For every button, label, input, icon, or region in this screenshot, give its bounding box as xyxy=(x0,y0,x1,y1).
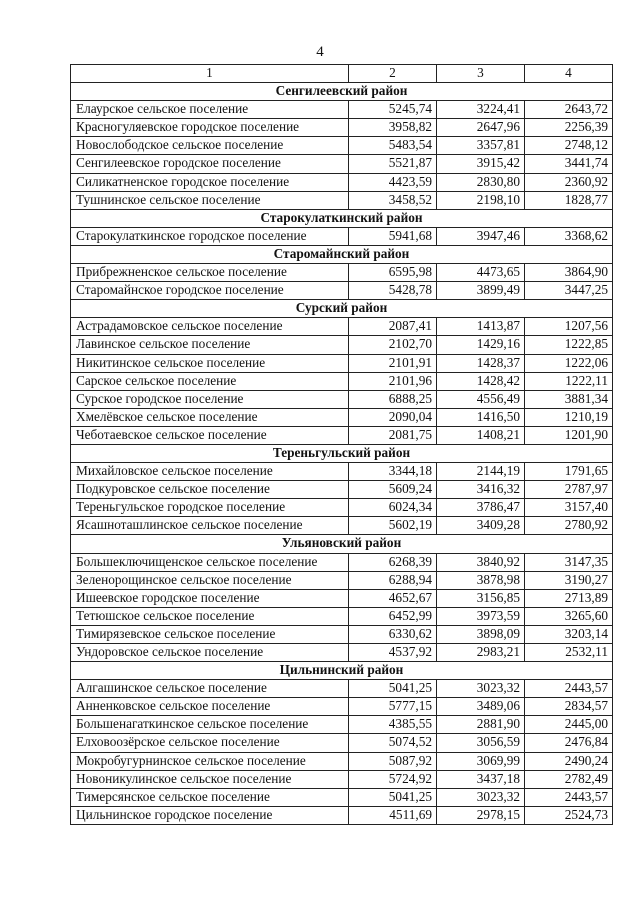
value-col-2: 5724,92 xyxy=(349,770,437,788)
settlement-name: Тетюшское сельское поселение xyxy=(71,607,349,625)
value-col-3: 2881,90 xyxy=(437,716,525,734)
settlement-name: Цильнинское городское поселение xyxy=(71,806,349,824)
value-col-3: 4556,49 xyxy=(437,390,525,408)
value-col-3: 2983,21 xyxy=(437,644,525,662)
value-col-4: 2782,49 xyxy=(525,770,613,788)
value-col-4: 3203,14 xyxy=(525,625,613,643)
settlement-name: Старокулаткинское городское поселение xyxy=(71,227,349,245)
settlement-name: Большеключищенское сельское поселение xyxy=(71,553,349,571)
value-col-3: 3915,42 xyxy=(437,155,525,173)
value-col-2: 4537,92 xyxy=(349,644,437,662)
value-col-3: 2830,80 xyxy=(437,173,525,191)
settlement-name: Старомайнское городское поселение xyxy=(71,282,349,300)
table-row xyxy=(71,625,613,643)
settlements-table xyxy=(70,64,613,825)
value-col-2: 6268,39 xyxy=(349,553,437,571)
settlement-name: Ишеевское городское поселение xyxy=(71,589,349,607)
value-col-2: 5428,78 xyxy=(349,282,437,300)
value-col-4: 2780,92 xyxy=(525,517,613,535)
table-row xyxy=(71,372,613,390)
value-col-4: 2834,57 xyxy=(525,698,613,716)
district-header-row xyxy=(71,209,613,227)
table-header-row xyxy=(71,65,613,83)
value-col-3: 3840,92 xyxy=(437,553,525,571)
value-col-4: 3368,62 xyxy=(525,227,613,245)
table-row xyxy=(71,752,613,770)
value-col-3: 3156,85 xyxy=(437,589,525,607)
value-col-4: 2787,97 xyxy=(525,481,613,499)
settlement-name: Астрадамовское сельское поселение xyxy=(71,318,349,336)
table-row xyxy=(71,644,613,662)
value-col-4: 1210,19 xyxy=(525,408,613,426)
value-col-3: 3069,99 xyxy=(437,752,525,770)
value-col-4: 1828,77 xyxy=(525,191,613,209)
value-col-4: 2476,84 xyxy=(525,734,613,752)
value-col-2: 6330,62 xyxy=(349,625,437,643)
table-row xyxy=(71,336,613,354)
settlement-name: Мокробугурнинское сельское поселение xyxy=(71,752,349,770)
value-col-3: 1416,50 xyxy=(437,408,525,426)
value-col-2: 5602,19 xyxy=(349,517,437,535)
settlement-name: Большенагаткинское сельское поселение xyxy=(71,716,349,734)
table-row xyxy=(71,770,613,788)
table-row xyxy=(71,191,613,209)
value-col-3: 2198,10 xyxy=(437,191,525,209)
value-col-4: 3147,35 xyxy=(525,553,613,571)
table-row xyxy=(71,499,613,517)
settlement-name: Анненковское сельское поселение xyxy=(71,698,349,716)
settlement-name: Ундоровское сельское поселение xyxy=(71,644,349,662)
value-col-3: 3023,32 xyxy=(437,788,525,806)
value-col-3: 1429,16 xyxy=(437,336,525,354)
value-col-2: 5087,92 xyxy=(349,752,437,770)
value-col-2: 5777,15 xyxy=(349,698,437,716)
value-col-3: 2647,96 xyxy=(437,119,525,137)
table-row xyxy=(71,155,613,173)
value-col-4: 3190,27 xyxy=(525,571,613,589)
value-col-2: 5041,25 xyxy=(349,788,437,806)
value-col-2: 5041,25 xyxy=(349,680,437,698)
table-row xyxy=(71,788,613,806)
settlement-name: Красногуляевское городское поселение xyxy=(71,119,349,137)
settlement-name: Никитинское сельское поселение xyxy=(71,354,349,372)
value-col-3: 3878,98 xyxy=(437,571,525,589)
value-col-4: 2643,72 xyxy=(525,101,613,119)
value-col-2: 6024,34 xyxy=(349,499,437,517)
value-col-4: 2445,00 xyxy=(525,716,613,734)
value-col-2: 5074,52 xyxy=(349,734,437,752)
table-row xyxy=(71,390,613,408)
value-col-4: 3864,90 xyxy=(525,264,613,282)
settlement-name: Михайловское сельское поселение xyxy=(71,463,349,481)
settlement-name: Тимерсянское сельское поселение xyxy=(71,788,349,806)
value-col-3: 2978,15 xyxy=(437,806,525,824)
value-col-2: 6452,99 xyxy=(349,607,437,625)
table-row xyxy=(71,607,613,625)
table-row xyxy=(71,354,613,372)
value-col-4: 3447,25 xyxy=(525,282,613,300)
district-name: Старокулаткинский район xyxy=(71,209,613,227)
value-col-4: 1791,65 xyxy=(525,463,613,481)
value-col-2: 4511,69 xyxy=(349,806,437,824)
settlement-name: Подкуровское сельское поселение xyxy=(71,481,349,499)
table-row xyxy=(71,571,613,589)
value-col-3: 1408,21 xyxy=(437,426,525,444)
value-col-3: 3416,32 xyxy=(437,481,525,499)
value-col-3: 1413,87 xyxy=(437,318,525,336)
district-name: Старомайнский район xyxy=(71,245,613,263)
value-col-4: 1201,90 xyxy=(525,426,613,444)
table-row xyxy=(71,227,613,245)
value-col-3: 3947,46 xyxy=(437,227,525,245)
value-col-4: 2713,89 xyxy=(525,589,613,607)
value-col-4: 1222,06 xyxy=(525,354,613,372)
settlement-name: Зеленорощинское сельское поселение xyxy=(71,571,349,589)
settlement-name: Сенгилеевское городское поселение xyxy=(71,155,349,173)
value-col-4: 2443,57 xyxy=(525,680,613,698)
table-row xyxy=(71,481,613,499)
value-col-4: 2748,12 xyxy=(525,137,613,155)
settlement-name: Тушнинское сельское поселение xyxy=(71,191,349,209)
value-col-3: 3357,81 xyxy=(437,137,525,155)
table-row xyxy=(71,553,613,571)
value-col-4: 1222,11 xyxy=(525,372,613,390)
value-col-2: 6288,94 xyxy=(349,571,437,589)
table-row xyxy=(71,264,613,282)
settlement-name: Лавинское сельское поселение xyxy=(71,336,349,354)
value-col-4: 1207,56 xyxy=(525,318,613,336)
value-col-4: 3441,74 xyxy=(525,155,613,173)
value-col-2: 2102,70 xyxy=(349,336,437,354)
column-header: 1 xyxy=(71,65,349,83)
value-col-3: 3489,06 xyxy=(437,698,525,716)
column-header: 4 xyxy=(525,65,613,83)
value-col-3: 3898,09 xyxy=(437,625,525,643)
settlement-name: Новоникулинское сельское поселение xyxy=(71,770,349,788)
value-col-2: 4652,67 xyxy=(349,589,437,607)
district-name: Сурский район xyxy=(71,300,613,318)
table-row xyxy=(71,173,613,191)
value-col-2: 2090,04 xyxy=(349,408,437,426)
value-col-3: 3409,28 xyxy=(437,517,525,535)
value-col-3: 3973,59 xyxy=(437,607,525,625)
table-row xyxy=(71,408,613,426)
table-row xyxy=(71,463,613,481)
settlement-name: Алгашинское сельское поселение xyxy=(71,680,349,698)
table-row xyxy=(71,734,613,752)
value-col-3: 3437,18 xyxy=(437,770,525,788)
settlement-name: Сарское сельское поселение xyxy=(71,372,349,390)
settlement-name: Тереньгульское городское поселение xyxy=(71,499,349,517)
table-row xyxy=(71,101,613,119)
value-col-2: 5941,68 xyxy=(349,227,437,245)
value-col-2: 4385,55 xyxy=(349,716,437,734)
table-row xyxy=(71,589,613,607)
settlement-name: Прибрежненское сельское поселение xyxy=(71,264,349,282)
settlement-name: Ясашноташлинское сельское поселение xyxy=(71,517,349,535)
value-col-3: 1428,42 xyxy=(437,372,525,390)
value-col-3: 2144,19 xyxy=(437,463,525,481)
value-col-4: 2256,39 xyxy=(525,119,613,137)
table-row xyxy=(71,426,613,444)
value-col-2: 3458,52 xyxy=(349,191,437,209)
value-col-2: 6595,98 xyxy=(349,264,437,282)
district-name: Цильнинский район xyxy=(71,662,613,680)
settlement-name: Хмелёвское сельское поселение xyxy=(71,408,349,426)
table-row xyxy=(71,517,613,535)
value-col-3: 3224,41 xyxy=(437,101,525,119)
value-col-2: 5483,54 xyxy=(349,137,437,155)
value-col-2: 2087,41 xyxy=(349,318,437,336)
value-col-2: 3958,82 xyxy=(349,119,437,137)
value-col-3: 1428,37 xyxy=(437,354,525,372)
column-header: 3 xyxy=(437,65,525,83)
value-col-4: 2532,11 xyxy=(525,644,613,662)
value-col-3: 3786,47 xyxy=(437,499,525,517)
district-name: Ульяновский район xyxy=(71,535,613,553)
district-header-row xyxy=(71,300,613,318)
value-col-3: 3899,49 xyxy=(437,282,525,300)
value-col-4: 3881,34 xyxy=(525,390,613,408)
settlement-name: Новослободское сельское поселение xyxy=(71,137,349,155)
value-col-4: 3265,60 xyxy=(525,607,613,625)
value-col-4: 2443,57 xyxy=(525,788,613,806)
value-col-4: 2490,24 xyxy=(525,752,613,770)
district-name: Тереньгульский район xyxy=(71,444,613,462)
value-col-2: 2081,75 xyxy=(349,426,437,444)
value-col-2: 4423,59 xyxy=(349,173,437,191)
settlement-name: Тимирязевское сельское поселение xyxy=(71,625,349,643)
table-row xyxy=(71,698,613,716)
value-col-2: 6888,25 xyxy=(349,390,437,408)
value-col-4: 1222,85 xyxy=(525,336,613,354)
value-col-2: 5521,87 xyxy=(349,155,437,173)
district-header-row xyxy=(71,444,613,462)
district-header-row xyxy=(71,535,613,553)
value-col-4: 2360,92 xyxy=(525,173,613,191)
table-row xyxy=(71,282,613,300)
settlement-name: Чеботаевское сельское поселение xyxy=(71,426,349,444)
column-header: 2 xyxy=(349,65,437,83)
value-col-3: 3056,59 xyxy=(437,734,525,752)
table-row xyxy=(71,806,613,824)
value-col-3: 4473,65 xyxy=(437,264,525,282)
value-col-2: 2101,91 xyxy=(349,354,437,372)
settlement-name: Силикатненское городское поселение xyxy=(71,173,349,191)
table-row xyxy=(71,137,613,155)
settlement-name: Сурское городское поселение xyxy=(71,390,349,408)
district-name: Сенгилеевский район xyxy=(71,83,613,101)
page-number: 4 xyxy=(316,44,324,60)
table-row xyxy=(71,119,613,137)
district-header-row xyxy=(71,245,613,263)
value-col-2: 5245,74 xyxy=(349,101,437,119)
value-col-4: 3157,40 xyxy=(525,499,613,517)
value-col-2: 5609,24 xyxy=(349,481,437,499)
value-col-2: 2101,96 xyxy=(349,372,437,390)
value-col-3: 3023,32 xyxy=(437,680,525,698)
settlement-name: Елаурское сельское поселение xyxy=(71,101,349,119)
table-row xyxy=(71,680,613,698)
district-header-row xyxy=(71,83,613,101)
table-row xyxy=(71,318,613,336)
settlement-name: Елховоозёрское сельское поселение xyxy=(71,734,349,752)
value-col-2: 3344,18 xyxy=(349,463,437,481)
district-header-row xyxy=(71,662,613,680)
value-col-4: 2524,73 xyxy=(525,806,613,824)
table-row xyxy=(71,716,613,734)
